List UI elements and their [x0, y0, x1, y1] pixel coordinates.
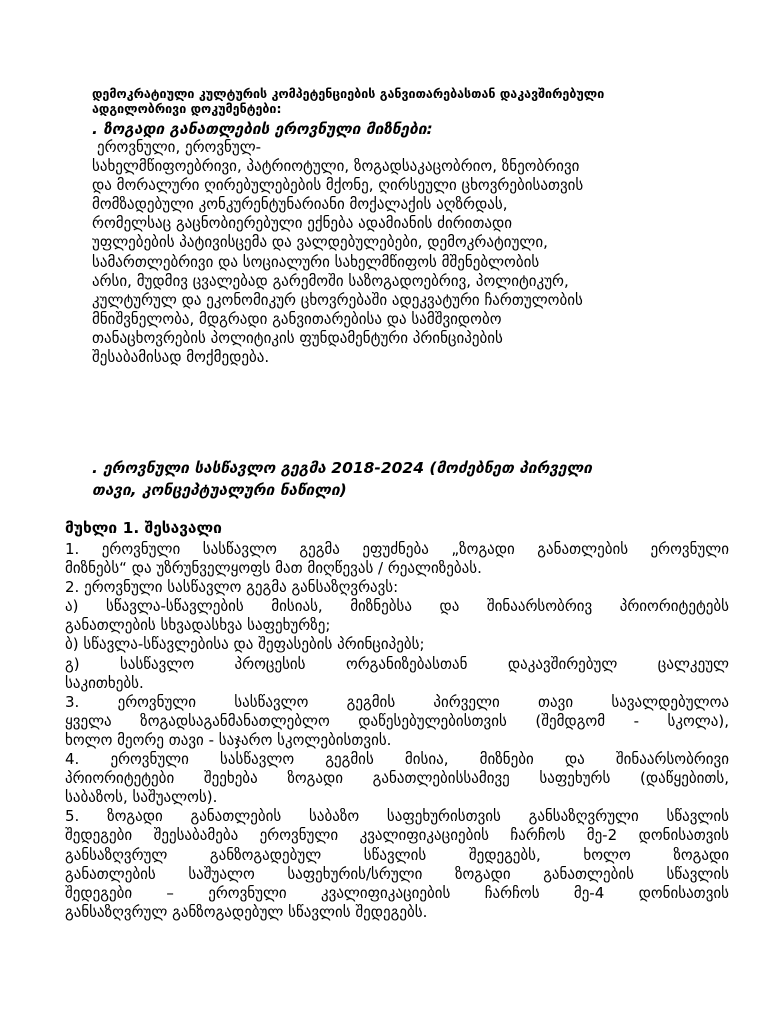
article-title: მუხლი 1. შესავალი	[65, 519, 222, 537]
article-line: განათლების საშუალო საფეხურის/სრული ზოგადი განათლების სწავლის	[65, 864, 729, 883]
article-line: შედეგები – ეროვნული კვალიფიკაციების ჩარჩოს მე-4 დონისათვის	[65, 883, 729, 902]
article-paragraphs	[65, 540, 729, 922]
goals-line: უფლებების პატივისცემა და ვალდებულებები, დემოკრატიული,	[92, 233, 548, 252]
article-line: განათლების სხვადასხვა საფეხურზე;	[65, 616, 331, 635]
goals-line: თანაცხოვრების პოლიტიკის ფუნდამენტური პრინციპების	[92, 328, 503, 347]
article-line: ყველა ზოგადსაგანმანათლებლო დაწესებულებისთვის (შემდგომ - სკოლა),	[65, 711, 729, 730]
goals-line: შესაბამისად მოქმედება.	[92, 348, 270, 367]
curriculum-title	[92, 457, 732, 501]
article-line: 1. ეროვნული სასწავლო გეგმა ეფუძნება „ზოგადი განათლების ეროვნული	[65, 540, 729, 558]
article-line: ა) სწავლა-სწავლების მისიას, მიზნებსა და შინაარსობრივ პრიორიტეტებს	[65, 597, 729, 616]
goals-line: სამართლებრივი და სოციალური სახელმწიფოს მშენებლობის	[92, 252, 540, 271]
goals-line: კულტურულ და ეკონომიკურ ცხოვრებაში ადეკვატური ჩართულობის	[92, 290, 583, 309]
article-line: ბ) სწავლა-სწავლებისა და შეფასების პრინციპებს;	[65, 635, 425, 654]
article-line: განსაზღვრულ განზოგადებულ სწავლის შედეგებს, ხოლო ზოგადი	[65, 845, 729, 864]
goals-line: და მორალური ღირებულებების მქონე, ღირსეული ცხოვრებისათვის	[92, 176, 584, 195]
article-line: ხოლო მეორე თავი - საჯარო სკოლებისთვის.	[65, 730, 392, 749]
curriculum-title-line: . ეროვნული სასწავლო გეგმა 2018-2024 (მოძებნეთ პირველი	[92, 459, 592, 477]
article-line: საკითხებს.	[65, 673, 144, 692]
goals-line: ეროვნული, ეროვნულ-	[97, 138, 262, 156]
goals-line: სახელმწიფოებრივი, პატრიოტული, ზოგადსაკაცობრიო, ზნეობრივი	[92, 157, 580, 176]
article-line: გ) სასწავლო პროცესის ორგანიზებასთან დაკავშირებულ ცალკეულ	[65, 654, 729, 673]
article-line: 4. ეროვნული სასწავლო გეგმის მისია, მიზნები და შინაარსობრივი	[65, 750, 729, 769]
article-line: 5. ზოგადი განათლების საბაზო საფეხურისთვის განსაზღვრული სწავლის	[65, 807, 729, 826]
goals-line: მნიშვნელობა, მდგრადი განვითარებისა და სამშვიდობო	[92, 309, 502, 328]
goals-heading: . ზოგადი განათლების ეროვნული მიზნები:	[92, 120, 433, 138]
article-line: მიზნებს“ და უზრუნველყოფს მათ მიღწევას / რეალიზებას.	[65, 559, 482, 578]
article-line: პრიორიტეტები შეეხება ზოგადი განათლებისსამივე საფეხურს (დაწყებითს,	[65, 769, 729, 788]
article-line: 3. ეროვნული სასწავლო გეგმის პირველი თავი სავალდებულოა	[65, 692, 729, 711]
article-line: შედეგები შეესაბამება ეროვნული კვალიფიკაციების ჩარჩოს მე-2 დონისათვის	[65, 826, 729, 845]
curriculum-title-line: თავი, კონცეპტუალური ნაწილი)	[92, 481, 347, 499]
article-line: 2. ეროვნული სასწავლო გეგმა განსაზღვრავს:	[65, 578, 399, 597]
goals-paragraph	[92, 138, 712, 367]
goals-line: მომზადებული კონკურენტუნარიანი მოქალაქის აღზრდას,	[92, 195, 508, 214]
context-heading-line: დემოკრატიული კულტურის კომპეტენციების განვითარებასთან დაკავშირებული	[92, 86, 605, 101]
goals-line: არსი, მუდმივ ცვალებად გარემოში საზოგადოებრივ, პოლიტიკურ,	[92, 271, 569, 290]
article-line: განსაზღვრულ განზოგადებულ სწავლის შედეგებს.	[65, 902, 428, 921]
goals-line: რომელსაც გაცნობიერებული ექნება ადამიანის ძირითადი	[92, 214, 513, 233]
context-heading-line: ადგილობრივი დოკუმენტები:	[92, 101, 282, 116]
article-line: საბაზოს, საშუალოს).	[65, 788, 218, 807]
context-heading	[92, 86, 692, 116]
